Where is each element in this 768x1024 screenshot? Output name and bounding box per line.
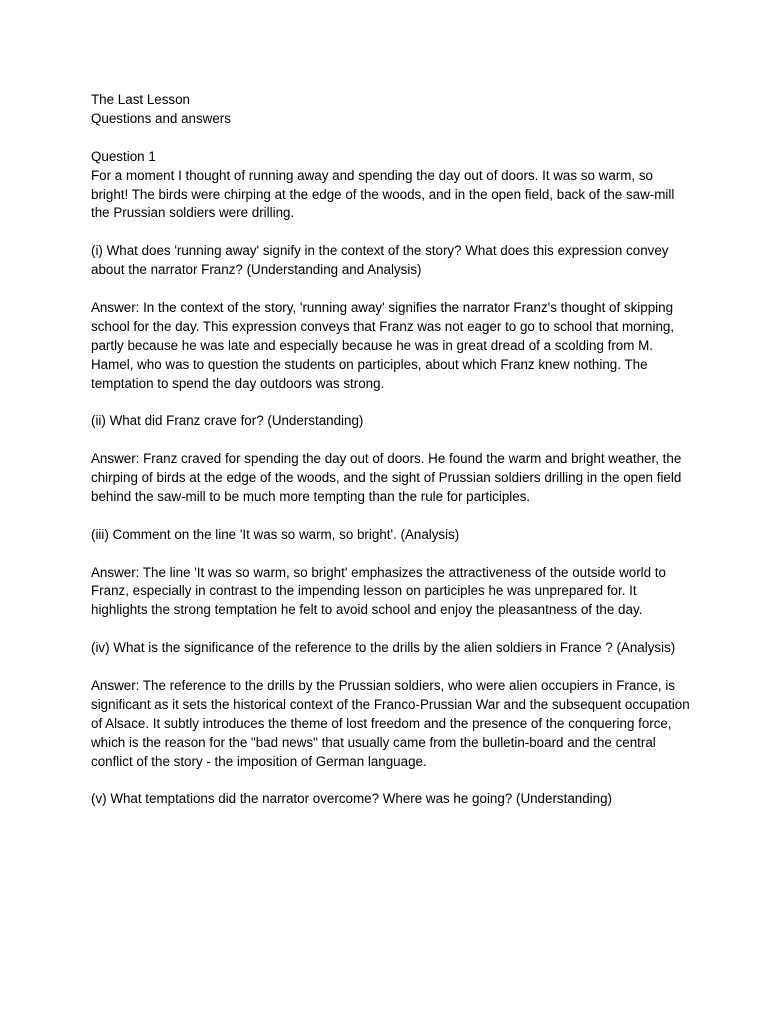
passage-block: [91, 148, 691, 224]
question-text: (i) What does 'running away' signify in the context of the story? What does this expression convey about the narrator Franz? (Understanding and Analysis): [91, 243, 669, 278]
question-text: (v) What temptations did the narrator overcome? Where was he going? (Understanding): [91, 791, 612, 807]
answer-text: Answer: Franz craved for spending the day out of doors. He found the warm and bright weather, the chirping of birds at the edge of the woods, and the sight of Prussian soldiers drilling in the open field behind the saw-mill to be much more tempting than the rule for participles.: [91, 451, 682, 504]
question-heading: Question 1: [91, 148, 156, 164]
answer-text: Answer: The reference to the drills by the Prussian soldiers, who were alien occupiers in France, is significant as it sets the historical context of the Franco-Prussian War and the subsequent occupation of Alsace. It subtly introduces the theme of lost freedom and the presence of the conquering force, which is the reason for the "bad news" that usually came from the bulletin-board and the central conflict of the story - the imposition of German language.: [91, 677, 690, 769]
question-text: (iii) Comment on the line 'It was so warm, so bright'. (Analysis): [91, 526, 460, 542]
title-block: [91, 91, 691, 129]
passage-text: For a moment I thought of running away and spending the day out of doors. It was so warm, so bright! The birds were chirping at the edge of the woods, and in the open field, back of the saw-mill the Prussian soldiers were drilling.: [91, 167, 679, 221]
question-text: (iv) What is the significance of the reference to the drills by the alien soldiers in France ? (Analysis): [91, 640, 676, 656]
answer-text: Answer: The line 'It was so warm, so bright' emphasizes the attractiveness of the outside world to Franz, especially in contrast to the impending lesson on participles he was unprepared for. It highlights the strong temptation he felt to avoid school and enjoy the pleasantness of the day.: [91, 564, 666, 618]
document-page: [91, 91, 691, 828]
answer-text: Answer: In the context of the story, 'running away' signifies the narrator Franz's thought of skipping school for the day. This expression conveys that Franz was not eager to go to school that morning, partly because he was late and especially because he was in great dread of a scolding from M. Hamel, who was to question the students on participles, about which Franz knew nothing. The temptation to spend the day outdoors was strong.: [91, 299, 675, 391]
document-subtitle: Questions and answers: [91, 110, 231, 126]
document-title: The Last Lesson: [91, 92, 191, 107]
question-text: (ii) What did Franz crave for? (Understanding): [91, 413, 364, 429]
